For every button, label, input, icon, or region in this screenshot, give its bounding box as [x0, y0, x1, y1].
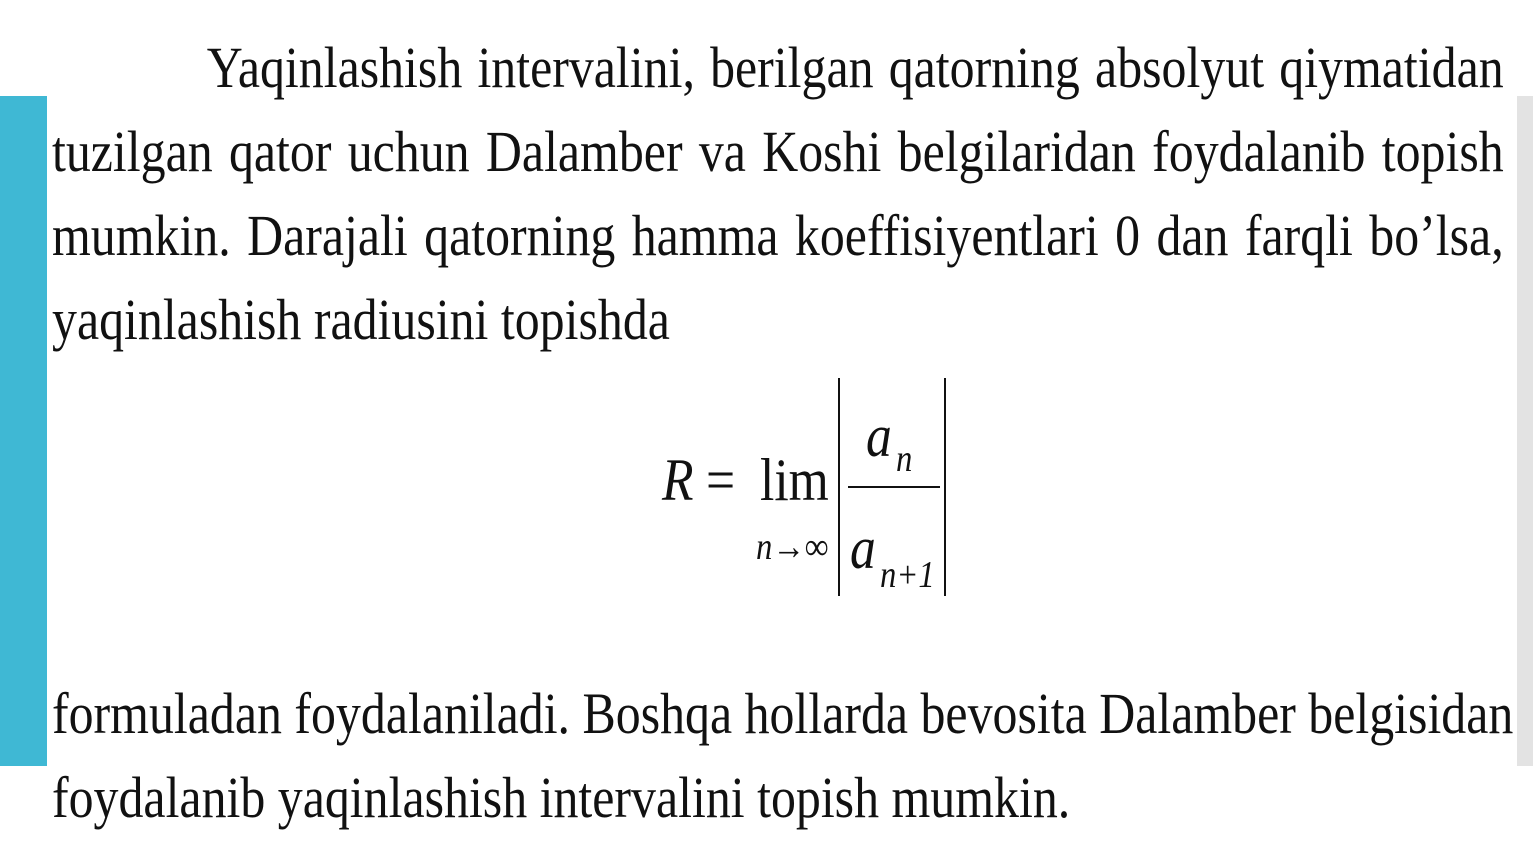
text-line: yaqinlashish radiusini topishda [52, 287, 670, 352]
absolute-value-left-bar [838, 378, 840, 596]
numerator-a: a [866, 403, 892, 469]
paragraph-conclusion [52, 672, 1514, 840]
absolute-value-right-bar [944, 378, 946, 596]
radius-formula [662, 378, 962, 598]
left-accent-bar [0, 96, 47, 766]
text-line: foydalanib yaqinlashish intervalini topish mumkin. [52, 765, 1071, 830]
right-edge-bar [1517, 96, 1533, 766]
text-line: tuzilgan qator uchun Dalamber va Koshi belgilaridan foydalanib topish [52, 119, 1504, 184]
formula-lhs-R: R [662, 447, 694, 513]
denominator-a: a [850, 515, 876, 581]
formula-lim: lim [760, 447, 829, 513]
denominator-subscript: n+1 [880, 554, 935, 596]
text-line: mumkin. Darajali qatorning hamma koeffisiyentlari 0 dan farqli bo’lsa, [52, 203, 1504, 268]
text-line: formuladan foydalaniladi. Boshqa hollarda bevosita Dalamber belgisidan [52, 681, 1514, 746]
text-line: Yaqinlashish intervalini, berilgan qatorning absolyut qiymatidan [206, 35, 1504, 100]
numerator-subscript: n [896, 438, 913, 480]
fraction-bar [848, 486, 940, 488]
formula-equals: = [706, 447, 736, 513]
paragraph-intro [52, 26, 1504, 362]
formula-limit-subscript: n→∞ [756, 526, 829, 568]
